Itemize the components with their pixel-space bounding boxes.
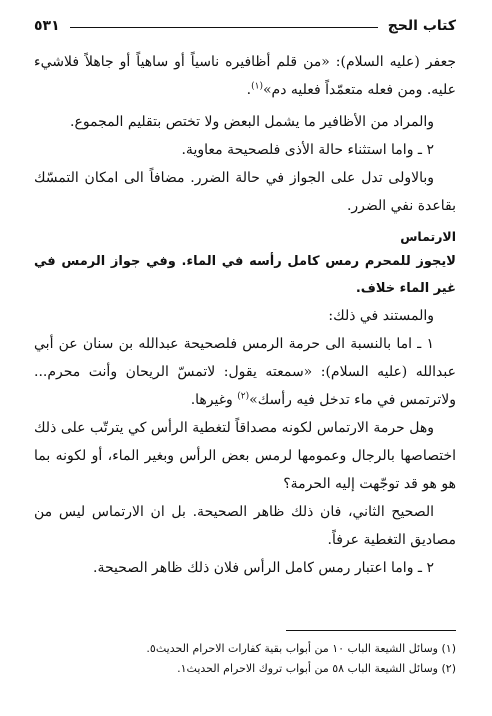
paragraph-2: والمراد من الأظافير ما يشمل البعض ولا تختص بتقليم المجموع. (70, 114, 434, 130)
paragraph-3: ٢ ـ واما استثناء حالة الأذى فلصحيحة معاوية. (181, 142, 434, 158)
book-title: كتاب الحج (387, 18, 456, 34)
page-header (34, 14, 456, 38)
section-ruling: لايجوز للمحرم رمس كامل رأسه في الماء. وفي جواز الرمس في غير الماء خلاف. (34, 254, 456, 296)
footnote-2: (٢) وسائل الشيعة الباب ٥٨ من أبواب تروك الاحرام الحديث١. (177, 662, 456, 675)
footnote-ref-1: (١) (251, 81, 263, 92)
footnotes (34, 630, 456, 679)
section-heading: الارتماس (400, 229, 456, 244)
page-number: ٥٣١ (34, 18, 60, 34)
paragraph-9: ٢ ـ واما اعتبار رمس كامل الرأس فلان ذلك ظاهر الصحيحة. (93, 560, 434, 576)
paragraph-8: الصحيح الثاني، فان ذلك ظاهر الصحيحة. بل ان الارتماس ليس من مصاديق التغطية عرفاً. (34, 504, 456, 548)
footnote-ref-2: (٢) (237, 391, 250, 402)
paragraph-4: وبالاولى تدل على الجواز في حالة الضرر. مضافاً الى امكان التمسّك بقاعدة نفي الضرر. (34, 170, 456, 214)
paragraph-1: جعفر (عليه السلام): «من قلم أظافيره ناسياً أو ساهياً أو جاهلاً فلاشيء عليه. ومن فعله متعمّداً فعليه دم»$^{(١)}$. (34, 54, 456, 98)
paragraph-5: والمستند في ذلك: (328, 308, 434, 324)
header-rule (70, 27, 378, 28)
footnote-separator (286, 630, 456, 631)
page-body (34, 48, 456, 582)
footnote-1: (١) وسائل الشيعة الباب ١٠ من أبواب بقية كفارات الاحرام الحديث٥. (146, 642, 456, 655)
paragraph-7: وهل حرمة الارتماس لكونه مصداقاً لتغطية الرأس كي يترتّب على ذلك اختصاصها بالرجال وعمومها لرمس بعض الرأس وبغير الماء، أو لكونه بما هو هو قد توجّهت إليه الحرمة؟ (34, 420, 456, 492)
paragraph-6: ١ ـ اما بالنسبة الى حرمة الرمس فلصحيحة عبدالله بن سنان عن أبي عبدالله (عليه السلام): «سمعته يقول: لاتمسّ الريحان وأنت محرم... ولاترتمس في ماء تدخل فيه رأسك»$^{(٢)}$ وغيرها. (34, 336, 456, 408)
